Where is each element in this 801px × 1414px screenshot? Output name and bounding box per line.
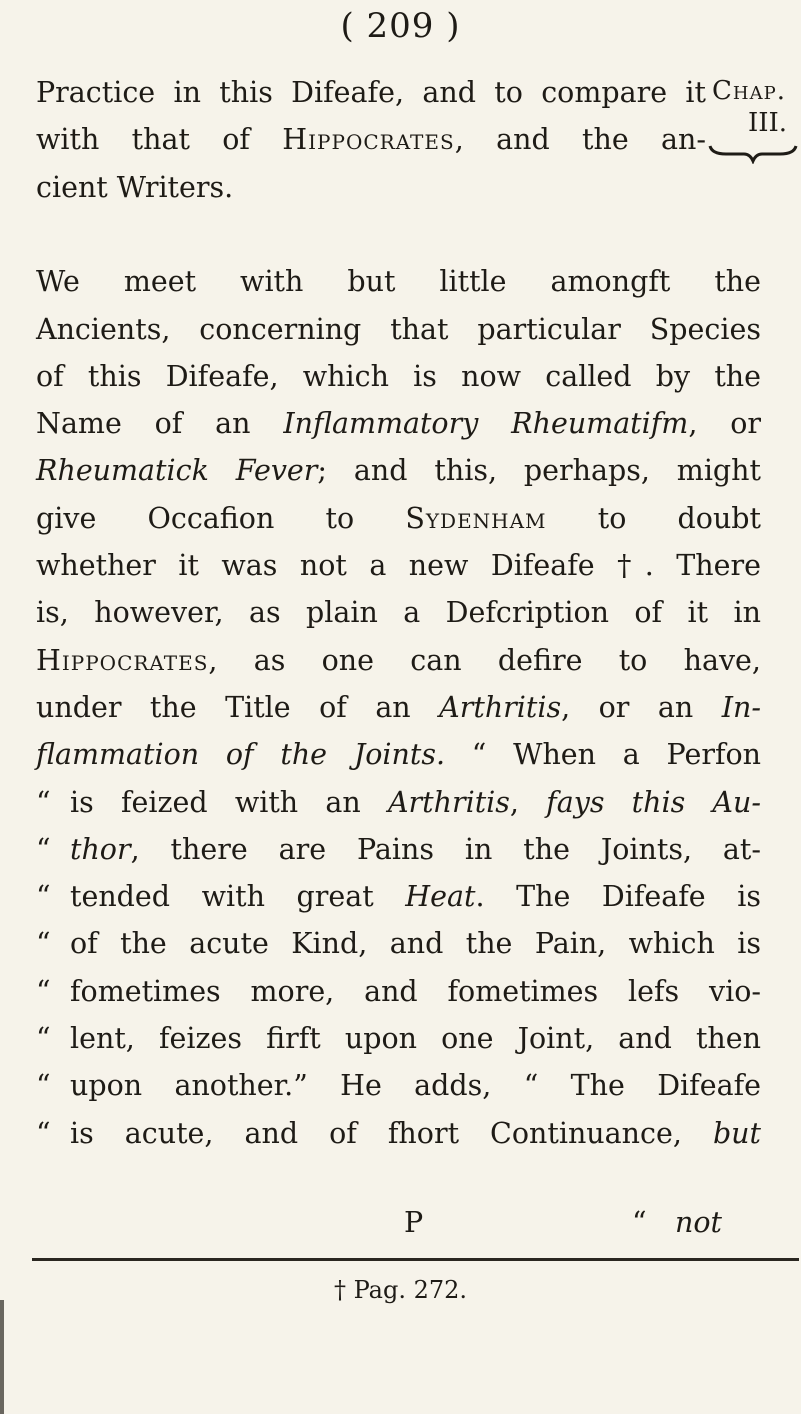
text-segment: fometimes more, and fometimes lefs vio- bbox=[70, 974, 761, 1008]
text-line bbox=[36, 546, 761, 586]
italic-text: but bbox=[712, 1116, 761, 1150]
text-line bbox=[36, 688, 761, 728]
italic-text: fays this Au- bbox=[546, 785, 761, 819]
text-line bbox=[36, 830, 761, 870]
text-segment: . The Difeafe is bbox=[475, 880, 761, 914]
text-segment: , as one can defire to have, bbox=[208, 643, 761, 677]
text-segment: upon another.” He adds, “ The Difeafe bbox=[70, 1069, 761, 1103]
text-line bbox=[36, 120, 706, 160]
footnote-rule bbox=[32, 1258, 799, 1261]
text-segment: , there are Pains in the Joints, at- bbox=[130, 832, 761, 866]
text-segment: of this Difeafe, which is now called by the bbox=[36, 359, 761, 393]
text-line bbox=[36, 641, 761, 681]
quotation-mark: “ bbox=[36, 927, 51, 961]
text-segment: tended with great bbox=[70, 880, 406, 914]
quotation-mark: “ bbox=[36, 1116, 51, 1150]
text-line bbox=[36, 735, 761, 775]
page-number: ( 209 ) bbox=[340, 6, 461, 46]
small-caps-name: Hippocrates bbox=[282, 123, 455, 157]
quotation-mark: “ bbox=[36, 880, 51, 914]
text-line bbox=[36, 357, 761, 397]
italic-text: Rheumatick Fever bbox=[36, 454, 318, 488]
text-segment: cient Writers. bbox=[36, 170, 234, 204]
italic-text: Arthritis bbox=[387, 785, 510, 819]
text-line bbox=[36, 783, 761, 823]
text-line bbox=[36, 168, 706, 208]
text-segment: , bbox=[509, 785, 547, 819]
text-segment: is feized with an bbox=[70, 785, 388, 819]
text-line bbox=[36, 1114, 761, 1154]
text-segment: with that of bbox=[36, 123, 283, 157]
text-line bbox=[36, 1066, 761, 1106]
quotation-mark: “ bbox=[36, 1069, 51, 1103]
text-segment: whether it was not a new Difeafe †. There bbox=[36, 549, 761, 582]
text-segment: Practice in this Difeafe, and to compare it bbox=[36, 76, 706, 109]
signature-mark: P bbox=[404, 1206, 424, 1239]
text-segment: give Occafion to bbox=[36, 501, 406, 535]
small-caps-name: Sydenham bbox=[405, 501, 547, 535]
text-segment: of the acute Kind, and the Pain, which is bbox=[70, 927, 761, 961]
text-line bbox=[36, 972, 761, 1012]
text-segment: , or an bbox=[561, 690, 722, 724]
margin-chapter-label: Chap. bbox=[712, 76, 786, 106]
text-line bbox=[36, 404, 761, 444]
catchword-quote: “ bbox=[632, 1206, 647, 1239]
text-line bbox=[36, 593, 761, 633]
small-caps-name: Hippocrates bbox=[36, 643, 209, 677]
text-segment: under the Title of an bbox=[36, 690, 440, 724]
footnote: † Pag. 272. bbox=[333, 1276, 468, 1304]
text-line bbox=[36, 262, 761, 302]
text-line bbox=[36, 310, 761, 350]
italic-text: thor bbox=[70, 832, 131, 866]
quotation-mark: “ bbox=[36, 832, 51, 866]
italic-text: Heat bbox=[405, 880, 476, 914]
margin-chapter-number: III. bbox=[748, 108, 788, 138]
quotation-mark: “ bbox=[36, 1022, 51, 1055]
quotation-mark: “ bbox=[36, 974, 51, 1008]
catchword: not bbox=[675, 1206, 722, 1239]
text-line bbox=[36, 73, 706, 113]
text-segment: Ancients, concerning that particular Species bbox=[36, 312, 761, 346]
text-segment: Name of an bbox=[36, 407, 284, 441]
text-segment: is, however, as plain a Defcription of it in bbox=[36, 596, 761, 630]
text-segment: ; and this, perhaps, might bbox=[317, 454, 761, 488]
text-line bbox=[36, 877, 761, 917]
text-segment: lent, feizes firft upon one Joint, and then bbox=[70, 1022, 761, 1055]
page-edge bbox=[0, 1300, 4, 1414]
quotation-mark: “ bbox=[36, 785, 51, 819]
text-line bbox=[36, 924, 761, 964]
italic-text: flammation of the Joints. bbox=[36, 738, 446, 772]
chapter-brace-icon bbox=[708, 142, 798, 164]
text-segment: , and the an- bbox=[454, 123, 706, 157]
text-segment: , or bbox=[688, 407, 761, 441]
italic-text: In- bbox=[721, 690, 761, 724]
text-line bbox=[36, 499, 761, 539]
text-segment: We meet with but little amongft the bbox=[36, 265, 761, 299]
text-segment: is acute, and of fhort Continuance, bbox=[70, 1116, 713, 1150]
italic-text: Arthritis bbox=[439, 690, 562, 724]
italic-text: Inflammatory Rheumatifm bbox=[283, 407, 689, 441]
text-line bbox=[36, 451, 761, 491]
text-segment: to doubt bbox=[546, 501, 761, 535]
text-line bbox=[36, 1019, 761, 1059]
text-segment: “ When a Perfon bbox=[445, 738, 762, 772]
